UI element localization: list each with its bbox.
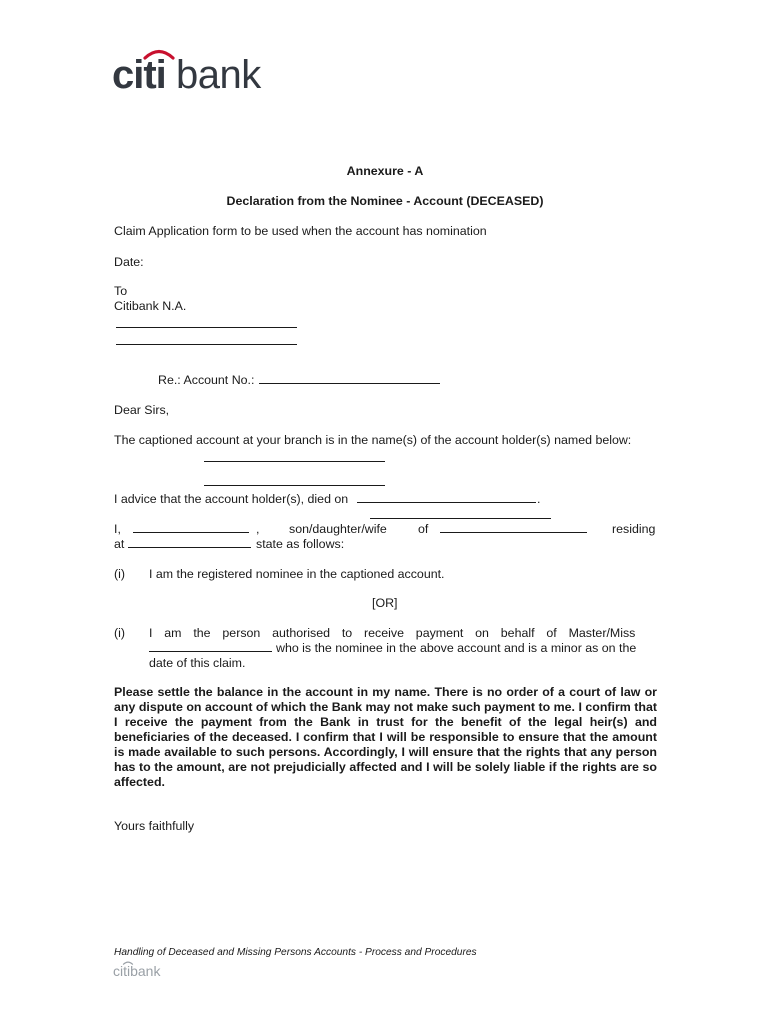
residing-label: residing xyxy=(612,522,656,536)
holder-name-line-2[interactable] xyxy=(204,485,385,486)
parent-name-line[interactable] xyxy=(440,532,587,533)
item-2-marker: (i) xyxy=(114,626,126,640)
holder-name-line-1[interactable] xyxy=(204,461,385,462)
item-2-line-1-text: I am the person authorised to receive payment on behalf of Master/Miss xyxy=(149,626,636,640)
addressee: Citibank N.A. xyxy=(114,299,187,313)
salutation: Dear Sirs, xyxy=(114,403,170,417)
date-label: Date: xyxy=(114,255,144,269)
annexure-title: Annexure - A xyxy=(346,164,424,178)
at-label: at xyxy=(114,537,125,551)
address-line-2[interactable] xyxy=(116,344,297,345)
captioned-text: The captioned account at your branch is in the name(s) of the account holder(s) named below: xyxy=(114,433,632,447)
advice-period: . xyxy=(537,492,541,506)
settlement-paragraph: Please settle the balance in the account in my name. There is no order of a court of law or any dispute on account of which the Bank may not make such payment to me. I confirm that I receive the payment from the Bank in trust for the benefit of the legal heir(s) and beneficiaries of the deceased. I confirm that I will be responsible to ensure that the amount is made available to such persons. Accordingly, I will ensure that the rights that any person has to the amount, are not prejudicially affected and I will be solely liable if the rights are so affected. xyxy=(114,685,657,789)
item-1-marker: (i) xyxy=(114,567,126,581)
death-date-line[interactable] xyxy=(357,502,536,503)
closing: Yours faithfully xyxy=(114,819,195,833)
relation-label: son/daughter/wife xyxy=(289,522,387,536)
svg-text:bank: bank xyxy=(176,53,261,94)
advice-text: I advice that the account holder(s), died on xyxy=(114,492,349,506)
account-number-line[interactable] xyxy=(259,383,440,384)
claim-line: Claim Application form to be used when the account has nomination xyxy=(114,224,487,238)
svg-text:citi: citi xyxy=(112,53,166,94)
item-1-text: I am the registered nominee in the captioned account. xyxy=(149,567,445,581)
declaration-title: Declaration from the Nominee - Account (DECEASED) xyxy=(226,194,544,208)
claimant-name-line[interactable] xyxy=(133,532,249,533)
of-label: of xyxy=(418,522,429,536)
item-2-line-2: who is the nominee in the above account and is a minor as on the xyxy=(276,641,637,655)
citibank-logo xyxy=(112,46,282,94)
re-account-label: Re.: Account No.: xyxy=(158,373,255,387)
item-2-line-3: date of this claim. xyxy=(149,656,246,670)
to-label: To xyxy=(114,284,128,298)
footer-logo xyxy=(113,960,173,983)
comma: , xyxy=(256,522,260,536)
state-as-follows: state as follows: xyxy=(256,537,345,551)
address-line-1[interactable] xyxy=(116,327,297,328)
address-line[interactable] xyxy=(128,547,251,548)
or-label: [OR] xyxy=(372,596,398,610)
svg-text:citibank: citibank xyxy=(113,963,161,978)
item-2-line-1 xyxy=(149,626,657,641)
extra-line[interactable] xyxy=(370,518,551,519)
i-label: I, xyxy=(114,522,121,536)
minor-name-line[interactable] xyxy=(149,651,272,652)
footer-text: Handling of Deceased and Missing Persons Accounts - Process and Procedures xyxy=(114,947,477,958)
